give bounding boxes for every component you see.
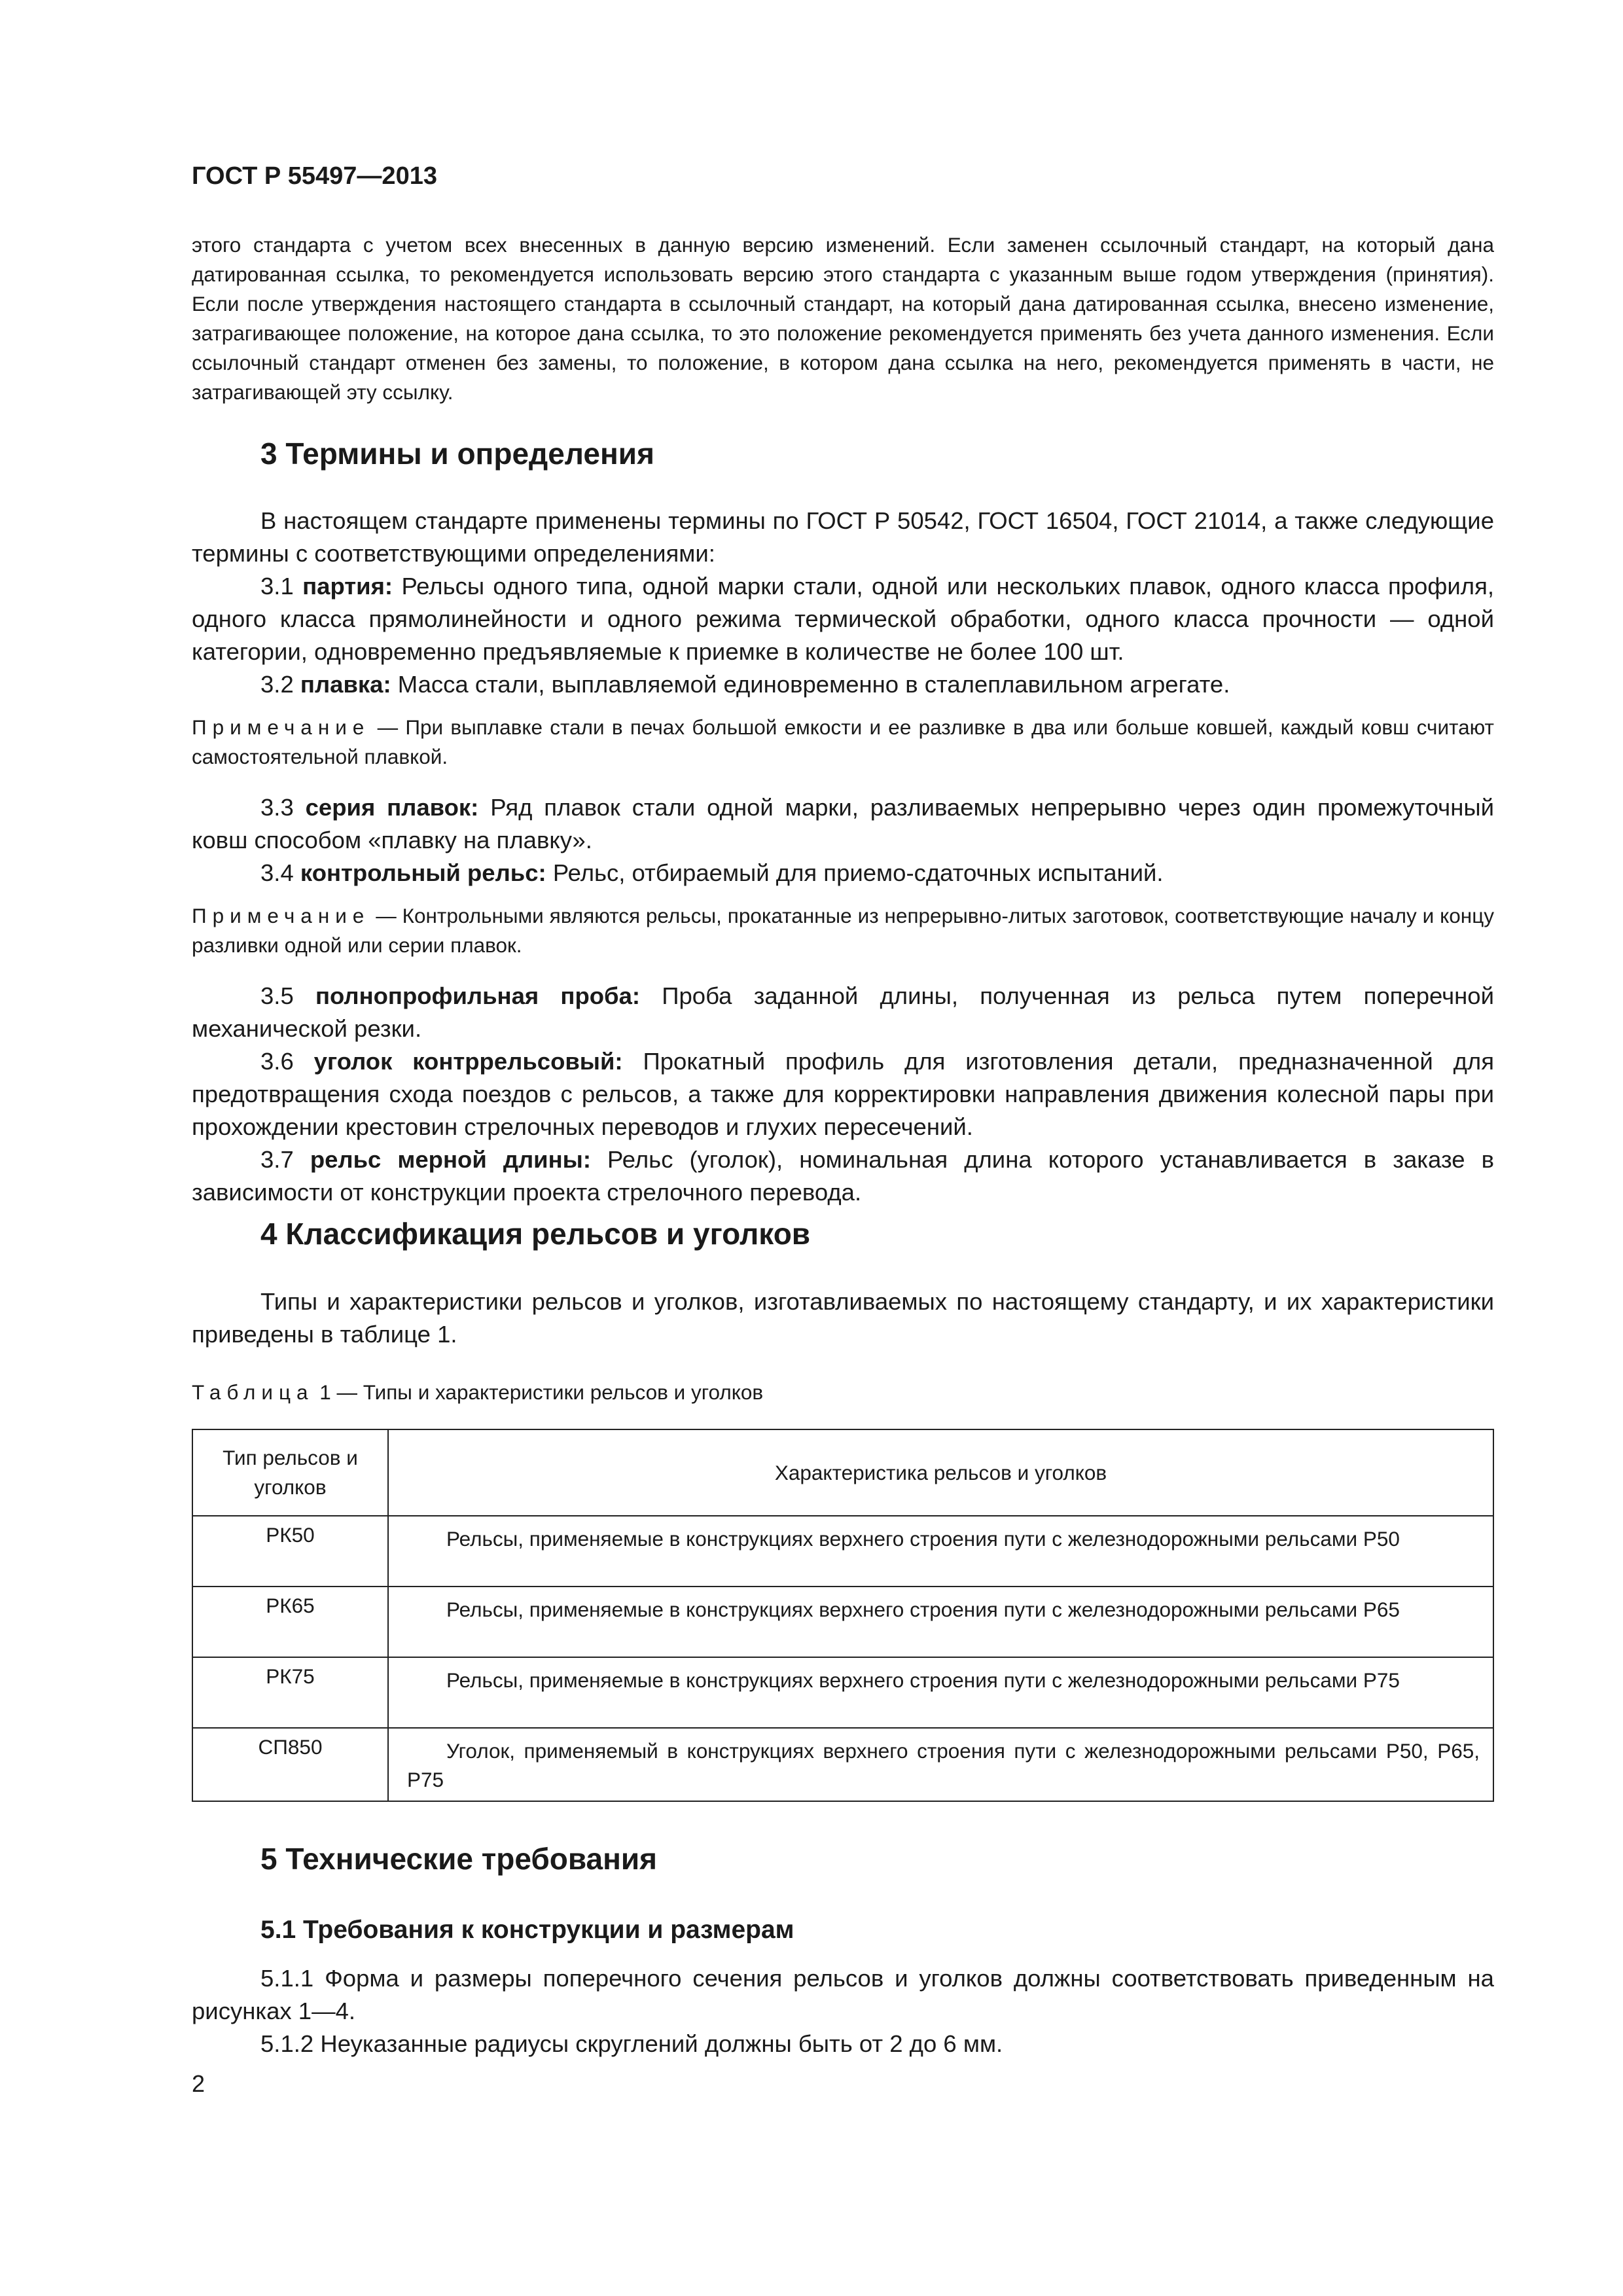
term-3-6 [192, 1045, 1494, 1143]
table-header-type: Тип рельсов и уголков [192, 1429, 388, 1516]
table-cell-desc: Рельсы, применяемые в конструкциях верхнего строения пути с железнодорожными рельсами Р65 [388, 1587, 1493, 1657]
section-5-1 [192, 1916, 1494, 1945]
item-5-1-2 [192, 2028, 1494, 2060]
table-cell-code: РК50 [192, 1516, 388, 1587]
note-label: Примечание [192, 715, 370, 739]
note-1 [192, 713, 1494, 772]
term-3-4 [192, 857, 1494, 889]
term-definition: Проба заданной длины, полученная из рельса путем поперечной механической резки. [192, 982, 1494, 1042]
term-name: серия плавок: [305, 794, 479, 821]
term-number: 3.3 [260, 794, 294, 821]
item-text: Форма и размеры поперечного сечения рельсов и уголков должны соответствовать приведенным на рисунках 1—4. [192, 1965, 1494, 2024]
term-3-1 [192, 570, 1494, 668]
table-header-row [192, 1429, 1493, 1516]
section-3 [192, 436, 1494, 471]
term-definition: Рельсы одного типа, одной марки стали, одной или нескольких плавок, одного класса профиля, одного класса прямолинейности и одного режима термической обработки, одного класса прочности — одной категории, одновременно предъявляемые к приемке в количестве не более 100 шт. [192, 573, 1494, 665]
term-3-3 [192, 791, 1494, 857]
term-number: 3.7 [260, 1146, 294, 1173]
term-name: уголок контррельсовый: [313, 1048, 623, 1075]
term-number: 3.2 [260, 671, 294, 698]
term-definition: Прокатный профиль для изготовления детали, предназначенной для предотвращения схода поездов с рельсов, а также для корректировки направления движения колесной пары при прохождении крестовин стрелочных переводов и глухих пересечений. [192, 1048, 1494, 1140]
table-1 [192, 1429, 1494, 1802]
term-name: партия: [302, 573, 393, 600]
term-name: рельс мерной длины: [310, 1146, 591, 1173]
note-label: Примечание [192, 904, 370, 927]
table-row [192, 1516, 1493, 1587]
term-definition: Рельс (уголок), номинальная длина которого устанавливается в заказе в зависимости от конструкции проекта стрелочного перевода. [192, 1146, 1494, 1206]
table-caption-label: Таблица [192, 1380, 314, 1404]
term-number: 3.5 [260, 982, 294, 1009]
section-3-heading: 3 Термины и определения [260, 437, 654, 471]
table-cell-desc: Уголок, применяемый в конструкциях верхнего строения пути с железнодорожными рельсами Р50, Р65, Р75 [388, 1728, 1493, 1801]
section-4-body [192, 1285, 1494, 1351]
term-3-2 [192, 668, 1494, 701]
subsection-5-1-heading: 5.1 Требования к конструкции и размерам [260, 1916, 794, 1944]
table-cell-code: РК65 [192, 1587, 388, 1657]
term-name: полнопрофильная проба: [315, 982, 641, 1009]
item-number: 5.1.2 [260, 2030, 314, 2057]
table-caption [192, 1378, 1494, 1407]
table-cell-desc: Рельсы, применяемые в конструкциях верхнего строения пути с железнодорожными рельсами Р50 [388, 1516, 1493, 1587]
note-2 [192, 901, 1494, 960]
term-definition: Масса стали, выплавляемой единовременно в сталеплавильном агрегате. [397, 671, 1230, 698]
term-3-5 [192, 980, 1494, 1045]
section-4 [192, 1216, 1494, 1251]
section-5-heading: 5 Технические требования [260, 1842, 657, 1876]
intro-paragraph: этого стандарта с учетом всех внесенных в данную версию изменений. Если заменен ссылочный стандарт, на который дана датированная ссылка, то рекомендуется использовать версию этого стандарта с указанным выше годом утверждения (принятия). Если после утверждения настоящего стандарта в ссылочный стандарт, на который дана датированная ссылка, внесено изменение, затрагивающее положение, на которое дана ссылка, то это положение рекомендуется применять без учета данного изменения. Если ссылочный стандарт отменен без замены, то положение, в котором дана ссылка на него, рекомендуется применять в части, не затрагивающей эту ссылку. [192, 233, 1494, 404]
table-cell-code: РК75 [192, 1657, 388, 1728]
document-header: ГОСТ Р 55497—2013 [192, 162, 437, 190]
intro-block [192, 230, 1494, 407]
item-5-1-1 [192, 1962, 1494, 2028]
table-row [192, 1587, 1493, 1657]
term-definition: Ряд плавок стали одной марки, разливаемых непрерывно через один промежуточный ковш способом «плавку на плавку». [192, 794, 1494, 853]
note-text: — При выплавке стали в печах большой емкости и ее разливке в два или больше ковшей, каждый ковш считают самостоятельной плавкой. [192, 715, 1494, 768]
section-4-intro: Типы и характеристики рельсов и уголков, изготавливаемых по настоящему стандарту, и их характеристики приведены в таблице 1. [192, 1288, 1494, 1348]
term-number: 3.1 [260, 573, 294, 600]
section-5 [192, 1841, 1494, 1876]
term-number: 3.6 [260, 1048, 294, 1075]
item-number: 5.1.1 [260, 1965, 314, 1992]
term-name: плавка: [300, 671, 391, 698]
section-4-heading: 4 Классификация рельсов и уголков [260, 1217, 811, 1251]
table-cell-desc: Рельсы, применяемые в конструкциях верхнего строения пути с железнодорожными рельсами Р75 [388, 1657, 1493, 1728]
table-row [192, 1657, 1493, 1728]
table-row [192, 1728, 1493, 1801]
table-caption-text: 1 — Типы и характеристики рельсов и уголков [313, 1380, 764, 1404]
table-1-wrapper [192, 1429, 1494, 1802]
term-definition: Рельс, отбираемый для приемо-сдаточных испытаний. [552, 859, 1164, 886]
term-name: контрольный рельс: [300, 859, 546, 886]
term-3-7 [192, 1143, 1494, 1209]
term-number: 3.4 [260, 859, 294, 886]
page-number: 2 [192, 2070, 205, 2097]
item-text: Неуказанные радиусы скруглений должны быть от 2 до 6 мм. [320, 2030, 1003, 2057]
section-3-body [192, 505, 1494, 1209]
table-cell-code: СП850 [192, 1728, 388, 1801]
section-3-intro: В настоящем стандарте применены термины по ГОСТ Р 50542, ГОСТ 16504, ГОСТ 21014, а также следующие термины с соответствующими определениями: [192, 507, 1494, 567]
table-header-characteristic: Характеристика рельсов и уголков [388, 1429, 1493, 1516]
section-5-body [192, 1962, 1494, 2060]
note-text: — Контрольными являются рельсы, прокатанные из непрерывно-литых заготовок, соответствующие началу и концу разливки одной или серии плавок. [192, 904, 1494, 957]
